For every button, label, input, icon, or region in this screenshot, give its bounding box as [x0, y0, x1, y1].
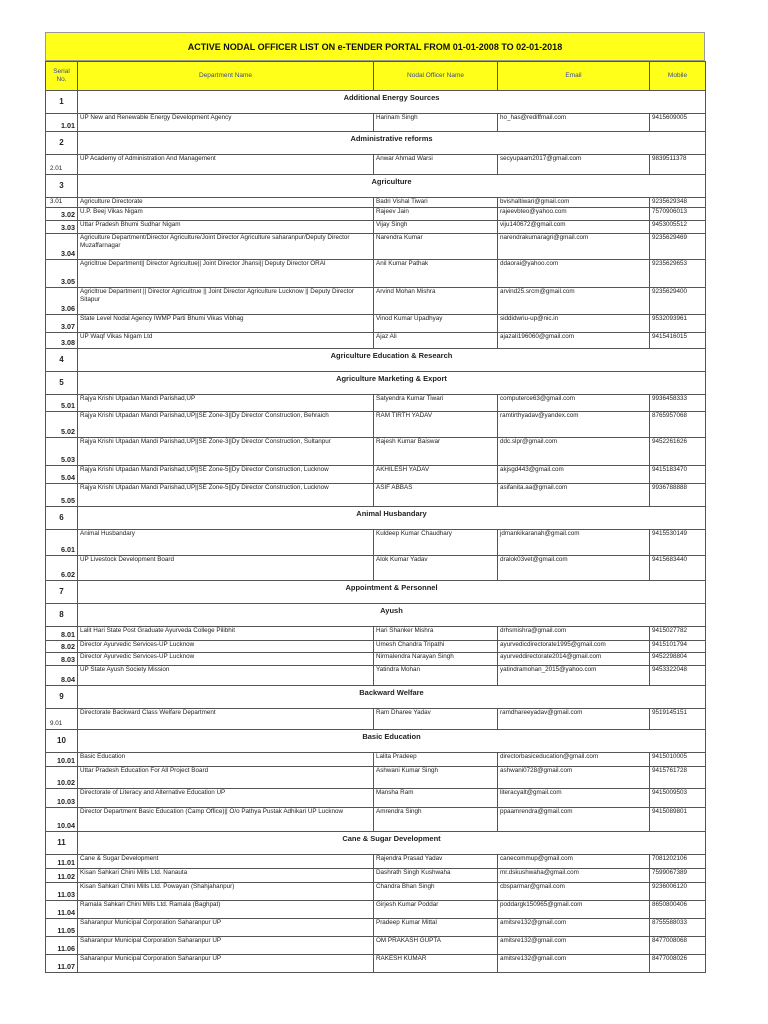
mobile-cell: 9415530149 — [650, 530, 706, 556]
table-row — [46, 395, 706, 412]
mobile-cell: 7599067389 — [650, 869, 706, 883]
mobile-cell: 7081202106 — [650, 855, 706, 869]
serial-cell: 11.07 — [46, 955, 78, 973]
section-row — [46, 372, 706, 395]
email-cell: amitsre132@gmail.com — [498, 955, 650, 973]
section-number: 3 — [46, 175, 78, 198]
section-row — [46, 604, 706, 627]
email-cell: ashwani0728@gmail.com — [498, 767, 650, 789]
serial-cell: 3.04 — [46, 234, 78, 260]
section-number: 5 — [46, 372, 78, 395]
table-row — [46, 234, 706, 260]
department-cell: Saharanpur Municipal Corporation Saharanpur UP — [78, 937, 374, 955]
mobile-cell: 9453322048 — [650, 666, 706, 686]
section-row — [46, 686, 706, 709]
officer-cell: Alok Kumar Yadav — [374, 556, 498, 581]
officer-cell: ASIF ABBAS — [374, 484, 498, 507]
header-serial: Serial No. — [46, 62, 78, 91]
table-row — [46, 412, 706, 438]
officer-cell: Vijay Singh — [374, 221, 498, 234]
department-cell: Kisan Sahkari Chini Mills Ltd. Nanauta — [78, 869, 374, 883]
table-row — [46, 937, 706, 955]
table-row — [46, 869, 706, 883]
department-cell: Uttar Pradesh Bhumi Sudhar Nigam — [78, 221, 374, 234]
table-row — [46, 789, 706, 808]
email-cell: drhsmishra@gmail.com — [498, 627, 650, 641]
section-number: 11 — [46, 832, 78, 855]
email-cell: ramdhareeyadav@gmail.com — [498, 709, 650, 730]
section-name: Agriculture Marketing & Export — [78, 372, 706, 395]
serial-cell: 6.02 — [46, 556, 78, 581]
officer-cell: RAKESH KUMAR — [374, 955, 498, 973]
officer-cell: Badri Vishal Tiwari — [374, 198, 498, 208]
section-number: 1 — [46, 91, 78, 114]
table-row — [46, 808, 706, 832]
mobile-cell: 9415009503 — [650, 789, 706, 808]
serial-cell: 3.01 — [46, 198, 78, 208]
section-row — [46, 349, 706, 372]
serial-cell: 2.01 — [46, 155, 78, 175]
mobile-cell: 9452298804 — [650, 653, 706, 666]
section-number: 7 — [46, 581, 78, 604]
department-cell: Rajya Krishi Utpadan Mandi Parishad,UP||SE Zone-3||Dy Director Construction, Behraich — [78, 412, 374, 438]
email-cell: directorbasiceducation@gmail.com — [498, 753, 650, 767]
email-cell: canecommup@gmail.com — [498, 855, 650, 869]
email-cell: asifanita.aa@gmail.com — [498, 484, 650, 507]
section-number: 4 — [46, 349, 78, 372]
table-row — [46, 315, 706, 333]
serial-cell: 11.01 — [46, 855, 78, 869]
section-row — [46, 175, 706, 198]
officer-cell: Narendra Kumar — [374, 234, 498, 260]
email-cell: yatindramohan_2015@yahoo.com — [498, 666, 650, 686]
email-cell: arvind25.srcm@gmail.com — [498, 288, 650, 315]
table-row — [46, 627, 706, 641]
section-number: 8 — [46, 604, 78, 627]
section-number: 2 — [46, 132, 78, 155]
section-name: Additional Energy Sources — [78, 91, 706, 114]
officer-cell: OM PRAKASH GUPTA — [374, 937, 498, 955]
mobile-cell: 9519145151 — [650, 709, 706, 730]
department-cell: Director Ayurvedic Services-UP Lucknow — [78, 653, 374, 666]
officer-cell: Ram Dharee Yadav — [374, 709, 498, 730]
table-row — [46, 198, 706, 208]
serial-cell: 3.06 — [46, 288, 78, 315]
serial-cell: 5.02 — [46, 412, 78, 438]
table-row — [46, 466, 706, 484]
email-cell: ddc.slpr@gmail.com — [498, 438, 650, 466]
officer-cell: Anwar Ahmad Warsi — [374, 155, 498, 175]
email-cell: ho_has@rediffmail.com — [498, 114, 650, 132]
table-row — [46, 641, 706, 653]
serial-cell: 5.05 — [46, 484, 78, 507]
department-cell: Cane & Sugar Development — [78, 855, 374, 869]
department-cell: UP New and Renewable Energy Development Agency — [78, 114, 374, 132]
section-row — [46, 832, 706, 855]
section-name: Backward Welfare — [78, 686, 706, 709]
serial-cell: 10.01 — [46, 753, 78, 767]
officer-cell: Harinam Singh — [374, 114, 498, 132]
officer-cell: Arvind Mohan Mishra — [374, 288, 498, 315]
table-row — [46, 653, 706, 666]
department-cell: Animal Husbandary — [78, 530, 374, 556]
department-cell: UP Waqf Vikas Nigam Ltd — [78, 333, 374, 349]
email-cell: ramtirthyadav@yandex.com — [498, 412, 650, 438]
email-cell: viju140672@gmail.com — [498, 221, 650, 234]
email-cell: ayurvedicdirectorate1995@gmail.com — [498, 641, 650, 653]
table-row — [46, 883, 706, 901]
department-cell: Directorate Backward Class Welfare Department — [78, 709, 374, 730]
serial-cell: 1.01 — [46, 114, 78, 132]
email-cell: bvishaltiwari@gmail.com — [498, 198, 650, 208]
table-row — [46, 666, 706, 686]
department-cell: UP Academy of Administration And Management — [78, 155, 374, 175]
section-number: 6 — [46, 507, 78, 530]
mobile-cell: 8650800406 — [650, 901, 706, 919]
table-row — [46, 753, 706, 767]
serial-cell: 3.07 — [46, 315, 78, 333]
officer-cell: RAM TIRTH YADAV — [374, 412, 498, 438]
table-row — [46, 155, 706, 175]
mobile-cell: 9415010005 — [650, 753, 706, 767]
serial-cell: 5.03 — [46, 438, 78, 466]
table-row — [46, 901, 706, 919]
mobile-cell: 9235629400 — [650, 288, 706, 315]
officer-cell: Lalita Pradeep — [374, 753, 498, 767]
table-row — [46, 260, 706, 288]
officer-cell: Kuldeep Kumar Chaudhary — [374, 530, 498, 556]
email-cell: ddaorai@yahoo.com — [498, 260, 650, 288]
officer-cell: Pradeep Kumar Mittal — [374, 919, 498, 937]
email-cell: secyupaam2017@gmail.com — [498, 155, 650, 175]
serial-cell: 3.03 — [46, 221, 78, 234]
section-number: 10 — [46, 730, 78, 753]
department-cell: Kisan Sahkari Chini Mills Ltd. Powayan (Shahjahanpur) — [78, 883, 374, 901]
department-cell: Agriculture Directorate — [78, 198, 374, 208]
officer-cell: Chandra Bhan Singh — [374, 883, 498, 901]
officer-cell: Rajesh Kumar Baiswar — [374, 438, 498, 466]
serial-cell: 11.06 — [46, 937, 78, 955]
header-officer: Nodal Officer Name — [374, 62, 498, 91]
serial-cell: 10.03 — [46, 789, 78, 808]
officer-cell: Anil Kumar Pathak — [374, 260, 498, 288]
table-row — [46, 221, 706, 234]
officer-cell: Dashrath Singh Kushwaha — [374, 869, 498, 883]
serial-cell: 11.02 — [46, 869, 78, 883]
email-cell: computerce63@gmail.com — [498, 395, 650, 412]
table-row — [46, 208, 706, 221]
officer-cell: Hari Shanker Mishra — [374, 627, 498, 641]
table-row — [46, 556, 706, 581]
section-name: Administrative reforms — [78, 132, 706, 155]
email-cell: amitsre132@gmail.com — [498, 937, 650, 955]
serial-cell: 8.03 — [46, 653, 78, 666]
officer-cell: Satyendra Kumar Tiwari — [374, 395, 498, 412]
mobile-cell: 9415101794 — [650, 641, 706, 653]
table-row — [46, 484, 706, 507]
officer-cell: Yatindra Mohan — [374, 666, 498, 686]
serial-cell: 3.05 — [46, 260, 78, 288]
serial-cell: 10.02 — [46, 767, 78, 789]
serial-cell: 11.03 — [46, 883, 78, 901]
mobile-cell: 9235629653 — [650, 260, 706, 288]
section-name: Agriculture Education & Research — [78, 349, 706, 372]
mobile-cell: 9936788888 — [650, 484, 706, 507]
mobile-cell: 8765957068 — [650, 412, 706, 438]
mobile-cell: 9415761728 — [650, 767, 706, 789]
email-cell: ppaamrendra@gmail.com — [498, 808, 650, 832]
header-department: Department Name — [78, 62, 374, 91]
mobile-cell: 9452261626 — [650, 438, 706, 466]
officer-cell: Rajendra Prasad Yadav — [374, 855, 498, 869]
officer-cell: Umesh Chandra Tripathi — [374, 641, 498, 653]
mobile-cell: 9415683440 — [650, 556, 706, 581]
email-cell: siddidwriu-up@nic.in — [498, 315, 650, 333]
section-name: Cane & Sugar Development — [78, 832, 706, 855]
department-cell: Agriculture Department/Director Agriculture/Joint Director Agriculture saharanpur/Deputy Director Muzaffarnagar — [78, 234, 374, 260]
email-cell: narendrakumaragri@gmail.com — [498, 234, 650, 260]
mobile-cell: 9415609005 — [650, 114, 706, 132]
mobile-cell: 8477008026 — [650, 955, 706, 973]
department-cell: Director Department Basic Education (Camp Office)|| O/o Pathya Pustak Adhikari UP Lucknow — [78, 808, 374, 832]
section-name: Basic Education — [78, 730, 706, 753]
department-cell: Rajya Krishi Utpadan Mandi Parishad,UP||SE Zone-3||Dy Director Construction, Sultanpur — [78, 438, 374, 466]
department-cell: U.P. Beej Vikas Nigam — [78, 208, 374, 221]
email-cell: literacyalt@gmail.com — [498, 789, 650, 808]
officer-cell: Ajaz Ali — [374, 333, 498, 349]
serial-cell: 3.08 — [46, 333, 78, 349]
email-cell: mr.dskushwaha@gmail.com — [498, 869, 650, 883]
mobile-cell: 8477008068 — [650, 937, 706, 955]
email-cell: ayurveddirectorate2014@gmail.com — [498, 653, 650, 666]
table-row — [46, 919, 706, 937]
department-cell: Uttar Pradesh Education For All Project Board — [78, 767, 374, 789]
serial-cell: 9.01 — [46, 709, 78, 730]
officer-cell: Girjesh Kumar Poddar — [374, 901, 498, 919]
officer-cell: Nirmalendra Narayan Singh — [374, 653, 498, 666]
section-name: Animal Husbandary — [78, 507, 706, 530]
section-number: 9 — [46, 686, 78, 709]
department-cell: Rajya Krishi Utpadan Mandi Parishad,UP — [78, 395, 374, 412]
officer-cell: Vinod Kumar Upadhyay — [374, 315, 498, 333]
email-cell: ajazali196060@gmail.com — [498, 333, 650, 349]
mobile-cell: 9453005512 — [650, 221, 706, 234]
table-row — [46, 709, 706, 730]
email-cell: amitsre132@gmail.com — [498, 919, 650, 937]
section-row — [46, 507, 706, 530]
department-cell: Director Ayurvedic Services-UP Lucknow — [78, 641, 374, 653]
mobile-cell: 9415027782 — [650, 627, 706, 641]
department-cell: Agricltrue Department || Director Agricultrue || Joint Director Agriculture Lucknow || Deputy Director Sitapur — [78, 288, 374, 315]
serial-cell: 8.01 — [46, 627, 78, 641]
section-name: Ayush — [78, 604, 706, 627]
nodal-officer-sheet — [45, 32, 705, 973]
department-cell: Ramala Sahkari Chini Mills Ltd. Ramala (Baghpat) — [78, 901, 374, 919]
table-row — [46, 530, 706, 556]
department-cell: Directorate of Literacy and Alternative Education UP — [78, 789, 374, 808]
serial-cell: 6.01 — [46, 530, 78, 556]
officer-cell: Amrendra Singh — [374, 808, 498, 832]
officer-cell: Ashwani Kumar Singh — [374, 767, 498, 789]
section-name: Appointment & Personnel — [78, 581, 706, 604]
header-mobile: Mobile — [650, 62, 706, 91]
table-row — [46, 855, 706, 869]
table-row — [46, 767, 706, 789]
header-row — [46, 62, 706, 91]
section-row — [46, 132, 706, 155]
department-cell: State Level Nodal Agency IWMP Parti Bhumi Vikas Vibhag — [78, 315, 374, 333]
mobile-cell: 9839511378 — [650, 155, 706, 175]
serial-cell: 8.02 — [46, 641, 78, 653]
section-name: Agriculture — [78, 175, 706, 198]
email-cell: akjsgd443@gmail.com — [498, 466, 650, 484]
department-cell: Lalit Hari State Post Graduate Ayurveda College Pilibhit — [78, 627, 374, 641]
table-row — [46, 114, 706, 132]
table-row — [46, 288, 706, 315]
officer-cell: Rajeev Jain — [374, 208, 498, 221]
table-row — [46, 333, 706, 349]
officer-cell: AKHILESH YADAV — [374, 466, 498, 484]
department-cell: Saharanpur Municipal Corporation Saharanpur UP — [78, 955, 374, 973]
mobile-cell: 9415183470 — [650, 466, 706, 484]
section-row — [46, 581, 706, 604]
mobile-cell: 9236006120 — [650, 883, 706, 901]
mobile-cell: 9936458333 — [650, 395, 706, 412]
email-cell: dralok03vet@gmail.com — [498, 556, 650, 581]
serial-cell: 5.04 — [46, 466, 78, 484]
mobile-cell: 9235629348 — [650, 198, 706, 208]
department-cell: Saharanpur Municipal Corporation Saharanpur UP — [78, 919, 374, 937]
department-cell: Rajya Krishi Utpadan Mandi Parishad,UP||SE Zone-5||Dy Director Construction, Lucknow — [78, 466, 374, 484]
table-row — [46, 438, 706, 466]
department-cell: Basic Education — [78, 753, 374, 767]
email-cell: poddargk150965@gmail.com — [498, 901, 650, 919]
email-cell: rajeevbteo@yahoo.com — [498, 208, 650, 221]
serial-cell: 8.04 — [46, 666, 78, 686]
serial-cell: 11.04 — [46, 901, 78, 919]
department-cell: Agricltrue Department|| Director Agricultue|| Joint Director Jhansi|| Deputy Director ORAI — [78, 260, 374, 288]
mobile-cell: 9532093961 — [650, 315, 706, 333]
section-row — [46, 91, 706, 114]
section-row — [46, 730, 706, 753]
header-email: Email — [498, 62, 650, 91]
mobile-cell: 8755588033 — [650, 919, 706, 937]
email-cell: jdmankikaranah@gmail.com — [498, 530, 650, 556]
email-cell: cbsparmar@gmail.com — [498, 883, 650, 901]
serial-cell: 5.01 — [46, 395, 78, 412]
department-cell: UP State Ayush Society Mission — [78, 666, 374, 686]
table-row — [46, 955, 706, 973]
serial-cell: 3.02 — [46, 208, 78, 221]
mobile-cell: 9415089801 — [650, 808, 706, 832]
serial-cell: 10.04 — [46, 808, 78, 832]
officer-cell: Mansha Ram — [374, 789, 498, 808]
mobile-cell: 9235629469 — [650, 234, 706, 260]
mobile-cell: 7570906013 — [650, 208, 706, 221]
nodal-officer-table — [45, 61, 706, 973]
serial-cell: 11.05 — [46, 919, 78, 937]
department-cell: Rajya Krishi Utpadan Mandi Parishad,UP||SE Zone-5||Dy Director Construction, Lucknow — [78, 484, 374, 507]
mobile-cell: 9415416015 — [650, 333, 706, 349]
sheet-title: ACTIVE NODAL OFFICER LIST ON e-TENDER PORTAL FROM 01-01-2008 TO 02-01-2018 — [45, 32, 705, 61]
department-cell: UP Livestock Development Board — [78, 556, 374, 581]
